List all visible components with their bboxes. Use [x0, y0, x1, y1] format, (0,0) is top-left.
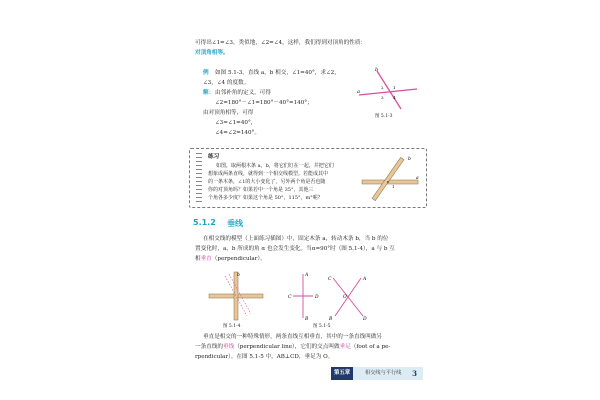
- solution-text: ∠4=∠2=140°。: [215, 130, 260, 136]
- solution-text: 由对顶角相等，可得: [203, 110, 254, 116]
- page-footer: [331, 367, 423, 380]
- point-label: A: [305, 273, 309, 278]
- stick-label: b: [237, 273, 240, 278]
- solution-text: ∠2=180°－∠1=180°－40°=140°；: [215, 100, 313, 106]
- exercise-text: 你的对顶角吗？如果若中一个角是 35°，其他三: [208, 187, 314, 193]
- stick-label: b: [408, 157, 411, 162]
- point-label: C: [328, 277, 332, 282]
- example-text: 如图 5.1-3，直线 a，b 相交，∠1=40°，求∠2，: [215, 70, 340, 76]
- body-text-line: [195, 344, 390, 351]
- label-b: b: [375, 67, 379, 73]
- chapter-title: 相交线与平行线: [365, 370, 402, 376]
- body-text: 在相交线的模型（上面练习插图）中，固定木条 a，转动木条 b，当 b 的位: [203, 236, 389, 242]
- property-statement: 对顶角相等。: [195, 50, 229, 56]
- term-perpendicular: 垂直: [200, 256, 212, 262]
- figure-caption: 图 5.1-5: [313, 324, 331, 329]
- solution-text: 由邻补角的定义，可得: [215, 90, 271, 96]
- line-a: [359, 89, 417, 95]
- point-label: O: [343, 295, 347, 300]
- nail: [387, 181, 389, 183]
- exercise-text: 想象成两条直线，就得到一个相交线模型。若能成其中: [208, 171, 329, 177]
- figure-5-1-3: [355, 65, 421, 117]
- body-text: 垂直是相交的一种特殊情形，两条直线互相垂直，其中的一条直线叫做另: [203, 334, 383, 340]
- line-b: [377, 71, 401, 109]
- example-text: ∠3，∠4 的度数。: [203, 80, 250, 86]
- exercise-text: 的一条木条，∠1的大小变化了，另外两个角是否也随: [208, 179, 326, 185]
- term-foot: 垂足: [339, 344, 351, 350]
- stick-b: [234, 272, 238, 320]
- angle-label: 1: [392, 184, 395, 189]
- solution-label: 解：: [203, 90, 215, 96]
- line-cd-slanted: [335, 278, 361, 316]
- angle-label: 3: [381, 95, 384, 100]
- figure-caption: 图 5.1-4: [223, 324, 241, 329]
- point-label: B: [329, 317, 333, 322]
- angle-label: 1: [393, 85, 396, 90]
- stick-b: [372, 157, 404, 200]
- point-label: D: [315, 295, 319, 300]
- point-label: C: [288, 295, 292, 300]
- point-label: D: [363, 317, 367, 322]
- exercise-title: 练习: [208, 154, 220, 160]
- body-text: rpendicular）。在图 5.1-5 中，AB⊥CD，垂足为 O。: [195, 354, 334, 360]
- body-text: 一条直线的: [195, 344, 223, 350]
- body-text: （foot of a pe-: [350, 344, 391, 350]
- chapter-tag: 第五章: [331, 367, 353, 380]
- solution-text: ∠3=∠1=40°，: [215, 120, 257, 126]
- section-number: 5.1.2: [193, 218, 216, 227]
- text-line: 可得出∠1=∠3，类似地，∠2=∠4，这样，我们得到对顶角的性质：: [195, 40, 367, 46]
- body-text: （perpendicular）。: [211, 256, 266, 262]
- notebook-spine: [196, 153, 202, 203]
- figure-5-1-5: [273, 268, 369, 324]
- body-text: 置变化时，a，b 所成的角 α 也会发生变化。当α=90°时（图 5.1-4），a 与 b 互: [195, 246, 395, 252]
- body-text: （perpendicular line），它们的交点叫做: [234, 344, 340, 350]
- wood-sticks-figure: [358, 152, 422, 204]
- stick-label: a: [416, 176, 419, 181]
- exercise-text: 如图，取两根木条 a，b，将它们钉在一起，并把它们: [216, 163, 334, 169]
- angle-label: 2: [381, 85, 384, 90]
- figure-5-1-4: [207, 270, 267, 322]
- example-label: 例: [203, 70, 209, 76]
- label-a: a: [357, 89, 360, 95]
- page-number: 3: [412, 369, 417, 378]
- point-label: A: [363, 277, 367, 282]
- term-perpendicular-line: 垂线: [222, 344, 235, 350]
- textbook-page: [185, 0, 425, 400]
- exercise-box: [189, 148, 427, 208]
- stick-a: [362, 180, 418, 184]
- body-text: 相: [195, 256, 201, 262]
- point-label: B: [305, 317, 309, 322]
- exercise-text: 个角各多少度？如果这个角是 50°，115°，m°呢？: [208, 195, 323, 201]
- figure-caption: 图 5.1-3: [375, 114, 393, 119]
- body-text-line: [195, 256, 266, 263]
- angle-label: 4: [393, 95, 396, 100]
- section-title: 垂线: [227, 219, 243, 228]
